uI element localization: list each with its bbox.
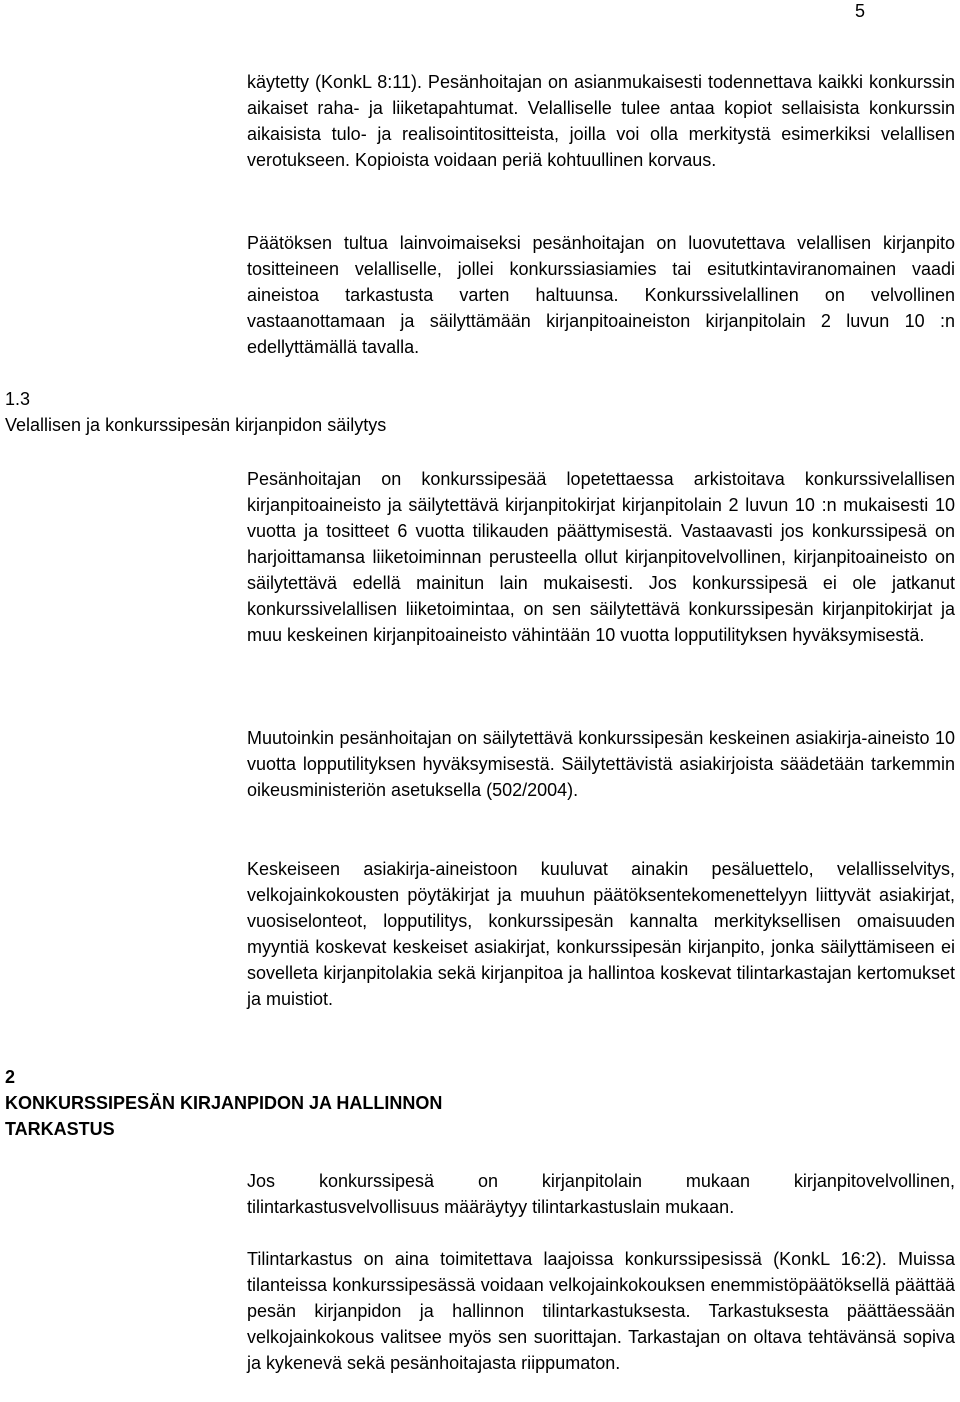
chapter-title-line-2: TARKASTUS [5,1119,115,1139]
paragraph-document-retention: Muutoinkin pesänhoitajan on säilytettävä konkurssipesän keskeinen asiakirja-aineisto 10 vuotta lopputilityksen hyväksymisestä. Säilytettävistä asiakirjoista säädetään tarkemmin oikeusministeriön asetuksella (502/2004). [247,728,955,800]
section-heading-1-3 [5,386,565,438]
chapter-number: 2 [5,1067,16,1087]
chapter-heading-2 [5,1064,605,1142]
paragraph-audit-obligation: Jos konkurssipesä on kirjanpitolain mukaan kirjanpitovelvollinen, tilintarkastusvelvollisuus määräytyy tilintarkastuslain mukaan. [247,1171,955,1217]
section-number: 1.3 [5,389,31,409]
paragraph-audit-procedure: Tilintarkastus on aina toimitettava laajoissa konkurssipesissä (KonkL 16:2). Muissa tilanteissa konkurssipesässä voidaan velkojainkokouksen enemmistöpäätöksellä päättää pesän kirjanpidon ja hallinnon tilintarkastuksesta. Tarkastuksesta päättäessään velkojainkokous valitsee myös sen suorittajan. Tarkastajan on oltava tehtävänsä sopiva ja kykenevä sekä pesänhoitajasta riippumaton. [247,1249,955,1373]
paragraph-return-of-accounts: Päätöksen tultua lainvoimaiseksi pesänhoitajan on luovutettava velallisen kirjanpito tositteineen velalliselle, jollei konkurssiasiamies tai esitutkintaviranomainen vaadi aineistoa tarkastusta varten haltuunsa. Konkurssivelallinen on velvollinen vastaanottamaan ja säilyttämään kirjanpitoaineiston kirjanpitolain 2 luvun 10 :n edellyttämällä tavalla. [247,233,955,357]
page-number: 5 [855,1,866,21]
section-title: Velallisen ja konkurssipesän kirjanpidon säilytys [5,415,387,435]
paragraph-key-documents: Keskeiseen asiakirja-aineistoon kuuluvat ainakin pesäluettelo, velallisselvitys, velkojainkokousten pöytäkirjat ja muuhun päätöksentekomenettelyyn liittyvät asiakirjat, vuosiselonteot, lopputilitys, konkurssipesän kannalta merkityksellisen omaisuuden myyntiä koskevat keskeiset asiakirjat, konkurssipesän kirjanpito, jonka säilyttämiseen ei sovelleta kirjanpitolakia sekä kirjanpitoa ja hallintoa koskevat tilintarkastajan kertomukset ja muistiot. [247,859,955,1009]
paragraph-accounting-documentation: käytetty (KonkL 8:11). Pesänhoitajan on asianmukaisesti todennettava kaikki konkurssin aikaiset raha- ja liiketapahtumat. Velalliselle tulee antaa kopiot sellaisista konkurssin aikaisista tulo- ja realisointitositteista, joilla voi olla merkitystä esimerkiksi velallisen verotukseen. Kopioista voidaan periä kohtuullinen korvaus. [247,72,955,170]
paragraph-archiving-obligation: Pesänhoitajan on konkurssipesää lopetettaessa arkistoitava konkurssivelallisen kirjanpitoaineisto ja säilytettävä kirjanpitokirjat kirjanpitolain 2 luvun 10 :n mukaisesti 10 vuotta ja tositteet 6 vuotta tilikauden päättymisestä. Vastaavasti jos konkurssipesä on harjoittamansa liiketoiminnan perusteella ollut kirjanpitovelvollinen, kirjanpitoaineisto on säilytettävä edellä mainitun lain mukaisesti. Jos konkurssipesä ei ole jatkanut konkurssivelallisen liiketoimintaa, on sen säilytettävä konkurssipesän kirjanpitokirjat ja muu keskeinen kirjanpitoaineisto vähintään 10 vuotta lopputilityksen hyväksymisestä. [247,469,955,645]
chapter-title-line-1: KONKURSSIPESÄN KIRJANPIDON JA HALLINNON [5,1093,443,1113]
